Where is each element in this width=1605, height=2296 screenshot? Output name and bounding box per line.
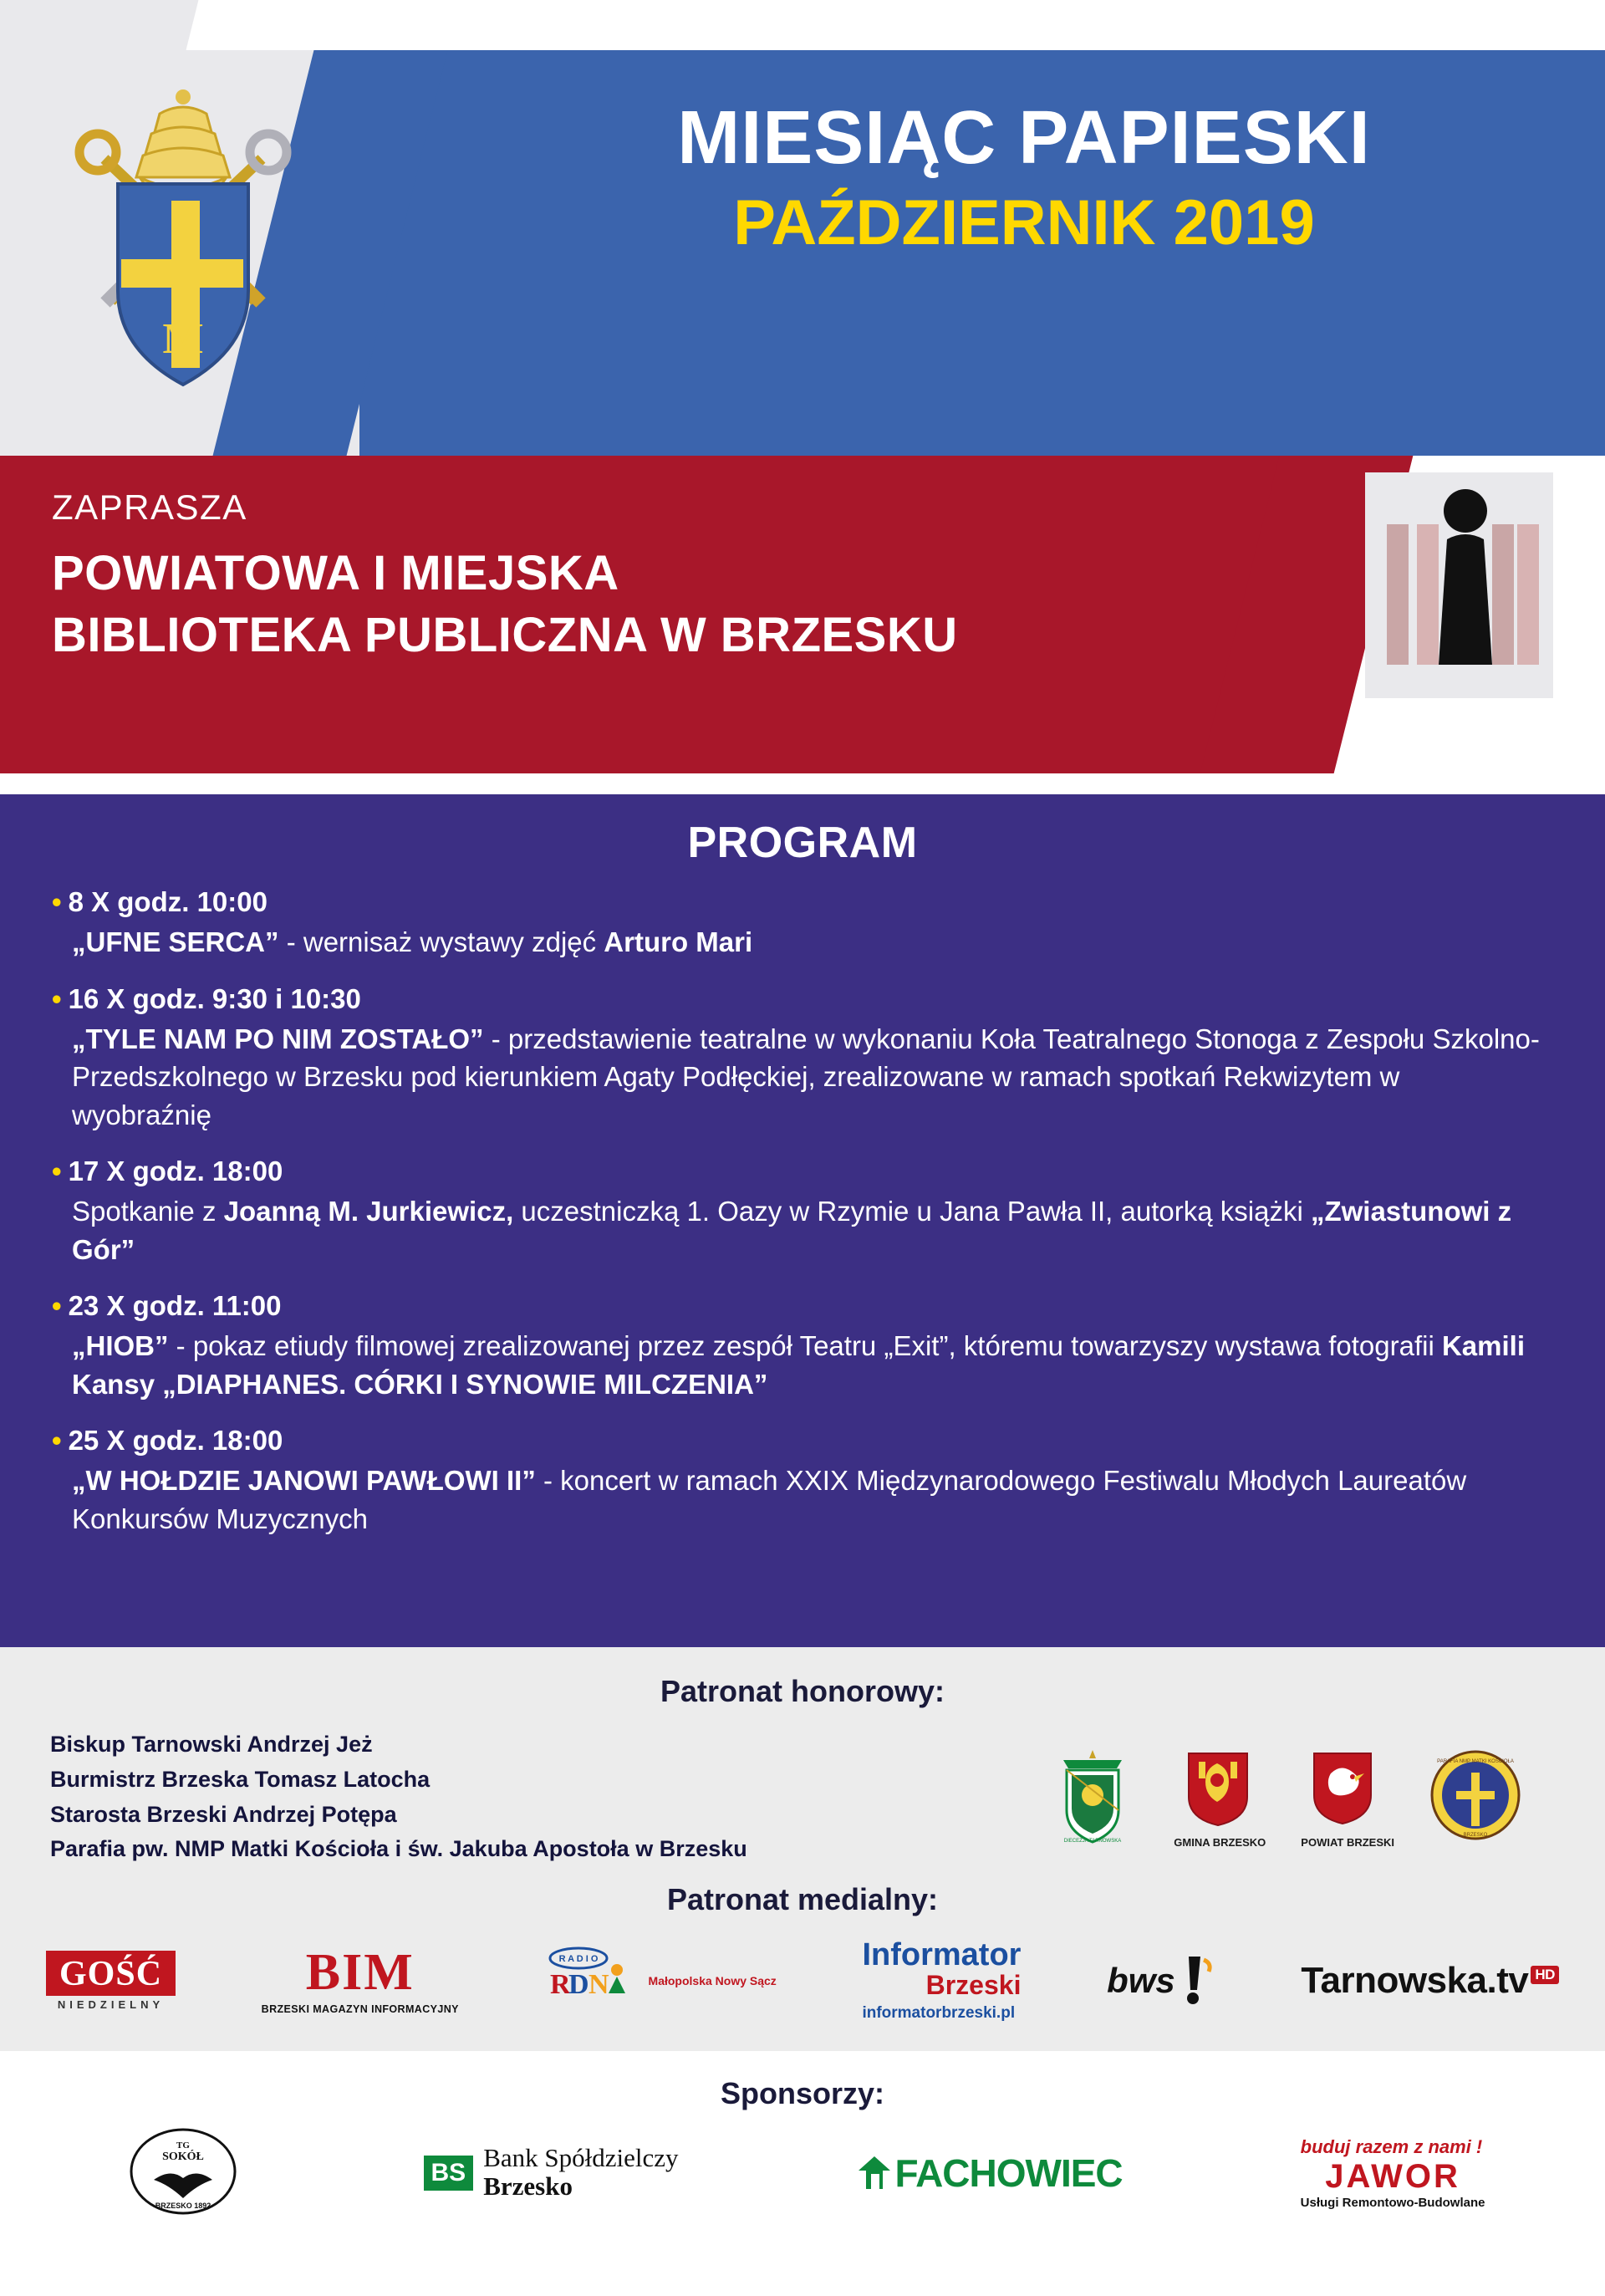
list-item: Parafia pw. NMP Matki Kościoła i św. Jakuba Apostoła w Brzesku	[50, 1836, 747, 1862]
media-patronage-logos	[0, 1932, 1605, 2043]
tg-sokol-brzesko-logo	[120, 2133, 246, 2213]
organizer-line-2: BIBLIOTEKA PUBLICZNA W BRZESKU	[52, 608, 958, 663]
svg-text:M: M	[162, 315, 204, 363]
program-item-date	[52, 1156, 1546, 1187]
program-item	[0, 1425, 1605, 1538]
bullet-icon: •	[52, 1290, 62, 1322]
program-item-date-text: 16 X godz. 9:30 i 10:30	[68, 982, 361, 1014]
patronage-section	[0, 1647, 1605, 2051]
organizer-line-1: POWIATOWA I MIEJSKA	[52, 546, 619, 600]
invitation-text-block	[52, 487, 958, 666]
bishop-coat-of-arms-icon	[1047, 1745, 1139, 1850]
sponsors-logos	[0, 2133, 1605, 2213]
program-item-description: Spotkanie z Joanną M. Jurkiewicz, uczestniczką 1. Oazy w Rzymie u Jana Pawła II, autorką książki „Zwiastunowi z Gór”	[72, 1196, 1512, 1265]
fachowiec-logo	[857, 2133, 1123, 2213]
header-title-block	[468, 96, 1580, 259]
honorary-patrons-list	[50, 1727, 1047, 1867]
svg-text:PARAFIA NMP MATKI KOŚCIOŁA: PARAFIA NMP MATKI KOŚCIOŁA	[1437, 1759, 1514, 1764]
svg-text:N: N	[588, 1969, 609, 2000]
gosc-niedzielny-logo	[46, 1941, 176, 2021]
bullet-icon: •	[52, 1156, 62, 1187]
page-title: MIESIĄC PAPIESKI	[677, 96, 1371, 180]
svg-text:DIECEZJA TARNOWSKA: DIECEZJA TARNOWSKA	[1064, 1839, 1122, 1844]
program-item	[0, 1290, 1605, 1403]
program-item	[0, 1156, 1605, 1268]
bws-wordmark: bws	[1107, 1961, 1175, 2000]
jawor-logo	[1301, 2133, 1485, 2213]
program-item-date	[52, 886, 1546, 918]
jawor-wordmark: JAWOR	[1325, 2158, 1460, 2195]
radio-rdn-region: Małopolska Nowy Sącz	[648, 1974, 777, 1987]
program-item-description: „HIOB” - pokaz etiudy filmowej zrealizowanej przez zespół Teatru „Exit”, któremu towarzyszy wystawa fotografii Kamili Kansy „DIAPHANES. CÓRKI I SYNOWIE MILCZENIA”	[72, 1330, 1526, 1400]
gmina-brzesko-caption: GMINA BRZESKO	[1174, 1835, 1266, 1849]
sokol-eagle-icon	[120, 2126, 246, 2217]
gosc-niedzielny-subtitle: NIEDZIELNY	[57, 1998, 165, 2011]
program-item-description: „W HOŁDZIE JANOWI PAWŁOWI II” - koncert w ramach XXIX Międzynarodowego Festiwalu Młodych Laureatów Konkursów Muzycznych	[72, 1465, 1467, 1534]
bws-logo	[1107, 1941, 1215, 2021]
program-item-date-text: 25 X godz. 18:00	[68, 1425, 283, 1457]
informator-brzeski-wordmark: Brzeski	[925, 1970, 1022, 2001]
honorary-patronage-row	[0, 1724, 1605, 1870]
radio-rdn-logo	[545, 1941, 777, 2021]
program-item-date	[52, 1290, 1546, 1322]
sponsors-title: Sponsorzy:	[720, 2076, 884, 2110]
bim-subtitle: BRZESKI MAGAZYN INFORMACYJNY	[261, 2003, 459, 2015]
informator-brzeski-logo	[862, 1937, 1022, 2022]
program-item	[0, 886, 1605, 962]
program-item-date-text: 23 X godz. 11:00	[68, 1290, 282, 1322]
svg-text:BRZESKO 1892: BRZESKO 1892	[155, 2201, 211, 2210]
tarnowska-tv-wordmark	[1301, 1960, 1559, 2002]
list-item: Burmistrz Brzeska Tomasz Latocha	[50, 1766, 431, 1792]
svg-text:R: R	[549, 1969, 571, 2000]
bullet-icon: •	[52, 886, 62, 917]
program-item-date-text: 8 X godz. 10:00	[68, 886, 268, 917]
svg-text:BRZESKO: BRZESKO	[1463, 1833, 1488, 1838]
powiat-brzeski-caption: POWIAT BRZESKI	[1301, 1835, 1394, 1849]
house-icon	[857, 2154, 892, 2192]
program-item-date-text: 17 X godz. 18:00	[68, 1156, 283, 1187]
program-heading: PROGRAM	[687, 819, 918, 867]
program-item-description: „TYLE NAM PO NIM ZOSTAŁO” - przedstawienie teatralne w wykonaniu Koła Teatralnego Stonoga z Zespołu Szkolno-Przedszkolnego w Brzesku pod kierunkiem Agaty Podłęckiej, zrealizowane w ramach spotkań Rekwizytem w wyobraźnię	[72, 1023, 1540, 1130]
parish-seal-icon	[1429, 1749, 1521, 1845]
radio-rdn-icon	[545, 1945, 644, 2017]
svg-text:SOKÓŁ: SOKÓŁ	[161, 2150, 204, 2163]
bank-spoldzielczy-brzesko-logo	[424, 2133, 679, 2213]
honorary-patronage-logos	[1047, 1745, 1555, 1850]
bs-badge: BS	[424, 2156, 474, 2191]
header-white-strip	[251, 0, 1605, 50]
bim-wordmark: BIM	[305, 1944, 415, 2001]
jawor-slogan: buduj razem z nami !	[1300, 2136, 1483, 2157]
honorary-patronage-title: Patronat honorowy:	[660, 1674, 945, 1708]
bank-city: Brzesko	[483, 2171, 573, 2202]
invitation-zaprasza: ZAPRASZA	[52, 487, 247, 527]
program-item-date	[52, 1425, 1546, 1457]
bank-name: Bank Spółdzielczy	[483, 2142, 679, 2172]
sponsors-section	[0, 2051, 1605, 2235]
invitation-band	[0, 456, 1605, 794]
program-item-date	[52, 983, 1546, 1015]
svg-text:R A D I O: R A D I O	[558, 1954, 598, 1964]
svg-text:TG: TG	[176, 2140, 190, 2151]
gmina-brzesko-crest-icon	[1174, 1747, 1266, 1849]
informator-url: informatorbrzeski.pl	[862, 2003, 1016, 2022]
program-item-description: „UFNE SERCA” - wernisaż wystawy zdjęć Arturo Mari	[72, 926, 753, 957]
list-item: Starosta Brzeski Andrzej Potępa	[50, 1801, 397, 1827]
list-item: Biskup Tarnowski Andrzej Jeż	[50, 1731, 373, 1757]
jawor-subtitle: Usługi Remontowo-Budowlane	[1300, 2196, 1485, 2210]
program-section	[0, 794, 1605, 1647]
fachowiec-wordmark: FACHOWIEC	[894, 2151, 1123, 2195]
bullet-icon: •	[52, 982, 62, 1014]
program-item	[0, 983, 1605, 1135]
bim-logo	[262, 1941, 459, 2021]
hd-badge: HD	[1531, 1966, 1559, 1984]
media-patronage-title: Patronat medialny:	[666, 1882, 939, 1916]
papal-coat-of-arms-icon	[46, 59, 322, 410]
informator-wordmark: Informator	[862, 1937, 1022, 1973]
invitation-white-tail	[0, 773, 1605, 794]
tarnowska-tv-text: Tarnowska.tv	[1301, 1960, 1529, 2001]
bws-exclamation-icon	[1175, 1955, 1215, 2007]
page-subtitle: PAŹDZIERNIK 2019	[733, 186, 1315, 258]
svg-text:D: D	[568, 1969, 589, 2000]
john-paul-ii-silhouette-icon	[1365, 472, 1553, 698]
bullet-icon: •	[52, 1425, 62, 1457]
powiat-brzeski-crest-icon	[1301, 1747, 1394, 1849]
gosc-niedzielny-wordmark: GOŚĆ	[46, 1951, 176, 1996]
tarnowska-tv-logo	[1301, 1941, 1559, 2021]
poster-header	[0, 0, 1605, 456]
